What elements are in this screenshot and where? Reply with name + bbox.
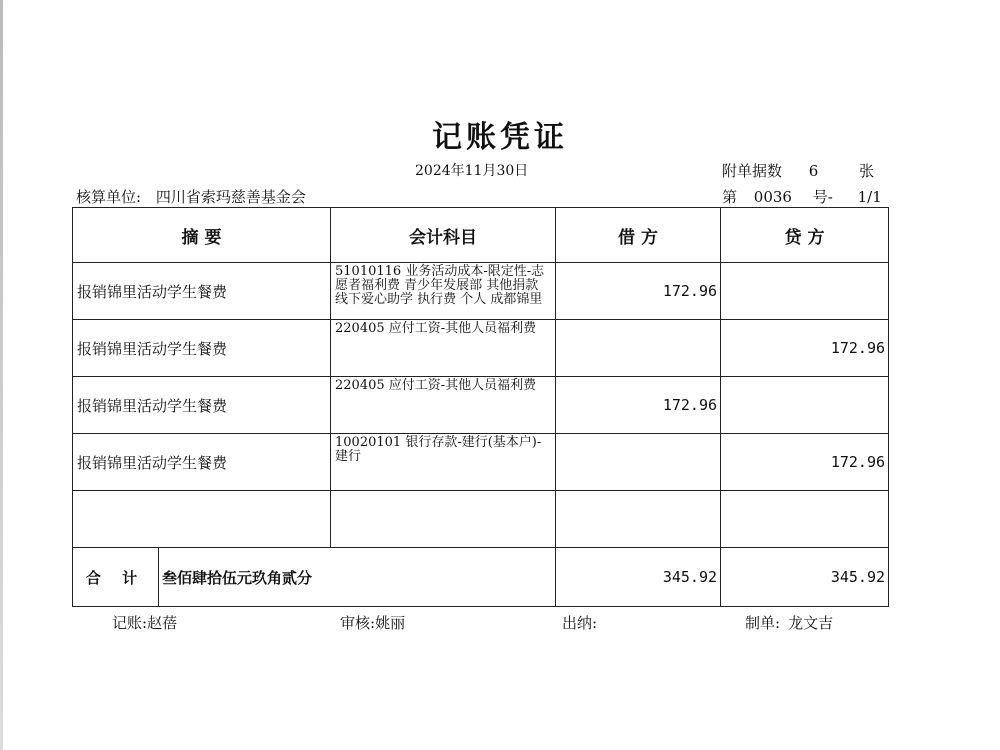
voucher-title: 记账凭证 — [432, 120, 568, 155]
signature-preparer — [745, 612, 833, 633]
voucher-page: 1/1 — [857, 188, 882, 206]
signature-reviewer — [340, 612, 405, 633]
cashier-label: 出纳: — [562, 614, 598, 632]
row-debit — [556, 320, 721, 377]
row-summary: 报销锦里活动学生餐费 — [73, 377, 331, 434]
voucher-number — [722, 186, 882, 207]
header-row — [73, 208, 889, 263]
attachment-label: 附单据数 — [722, 162, 783, 180]
row-account: 220405 应付工资-其他人员福利费 — [331, 377, 556, 434]
total-credit: 345.92 — [721, 548, 889, 607]
row-debit — [556, 434, 721, 491]
signature-bookkeeper — [112, 612, 177, 633]
row-credit — [721, 263, 889, 320]
preparer-label: 制单: — [745, 614, 781, 632]
preparer-name: 龙文吉 — [788, 614, 834, 632]
voucher-number-suffix: 号- — [812, 188, 833, 206]
total-row — [73, 548, 889, 607]
row-credit: 172.96 — [721, 320, 889, 377]
row-summary: 报销锦里活动学生餐费 — [73, 434, 331, 491]
header-summary: 摘 要 — [73, 208, 331, 263]
total-amount-words: 叁佰肆拾伍元玖角贰分 — [159, 548, 556, 607]
header-debit: 借 方 — [556, 208, 721, 263]
empty-summary-cell — [73, 491, 331, 548]
empty-account-cell — [331, 491, 556, 548]
voucher-number-value: 0036 — [753, 188, 792, 206]
row-account: 220405 应付工资-其他人员福利费 — [331, 320, 556, 377]
row-summary: 报销锦里活动学生餐费 — [73, 263, 331, 320]
bookkeeper-name: 赵蓓 — [147, 614, 178, 632]
bookkeeper-label: 记账: — [112, 614, 148, 632]
accounting-unit-value: 四川省索玛慈善基金会 — [155, 188, 306, 206]
table-row — [73, 320, 889, 377]
row-debit: 172.96 — [556, 263, 721, 320]
row-credit: 172.96 — [721, 434, 889, 491]
voucher-table — [72, 207, 889, 607]
signature-cashier — [562, 612, 597, 633]
attachment-unit: 张 — [859, 162, 875, 180]
accounting-unit-label: 核算单位: — [76, 188, 142, 206]
row-account: 51010116 业务活动成本-限定性-志愿者福利费 青少年发展部 其他捐款 线下爱心助学 执行费 个人 成都锦里 — [331, 263, 556, 320]
header-account: 会计科目 — [331, 208, 556, 263]
empty-debit-cell — [556, 491, 721, 548]
header-credit: 贷 方 — [721, 208, 889, 263]
row-account: 10020101 银行存款-建行(基本户)-建行 — [331, 434, 556, 491]
row-summary: 报销锦里活动学生餐费 — [73, 320, 331, 377]
empty-credit-cell — [721, 491, 889, 548]
total-debit: 345.92 — [556, 548, 721, 607]
reviewer-name: 姚丽 — [375, 614, 406, 632]
voucher-number-prefix: 第 — [722, 188, 738, 206]
voucher-date: 2024年11月30日 — [415, 163, 529, 179]
table-row — [73, 434, 889, 491]
table-row — [73, 263, 889, 320]
attachment-count — [722, 160, 874, 181]
accounting-unit — [76, 186, 306, 207]
table-row — [73, 377, 889, 434]
attachment-number: 6 — [808, 162, 819, 180]
row-credit — [721, 377, 889, 434]
reviewer-label: 审核: — [340, 614, 376, 632]
row-debit: 172.96 — [556, 377, 721, 434]
empty-row — [73, 491, 889, 548]
total-label: 合 计 — [73, 548, 159, 607]
